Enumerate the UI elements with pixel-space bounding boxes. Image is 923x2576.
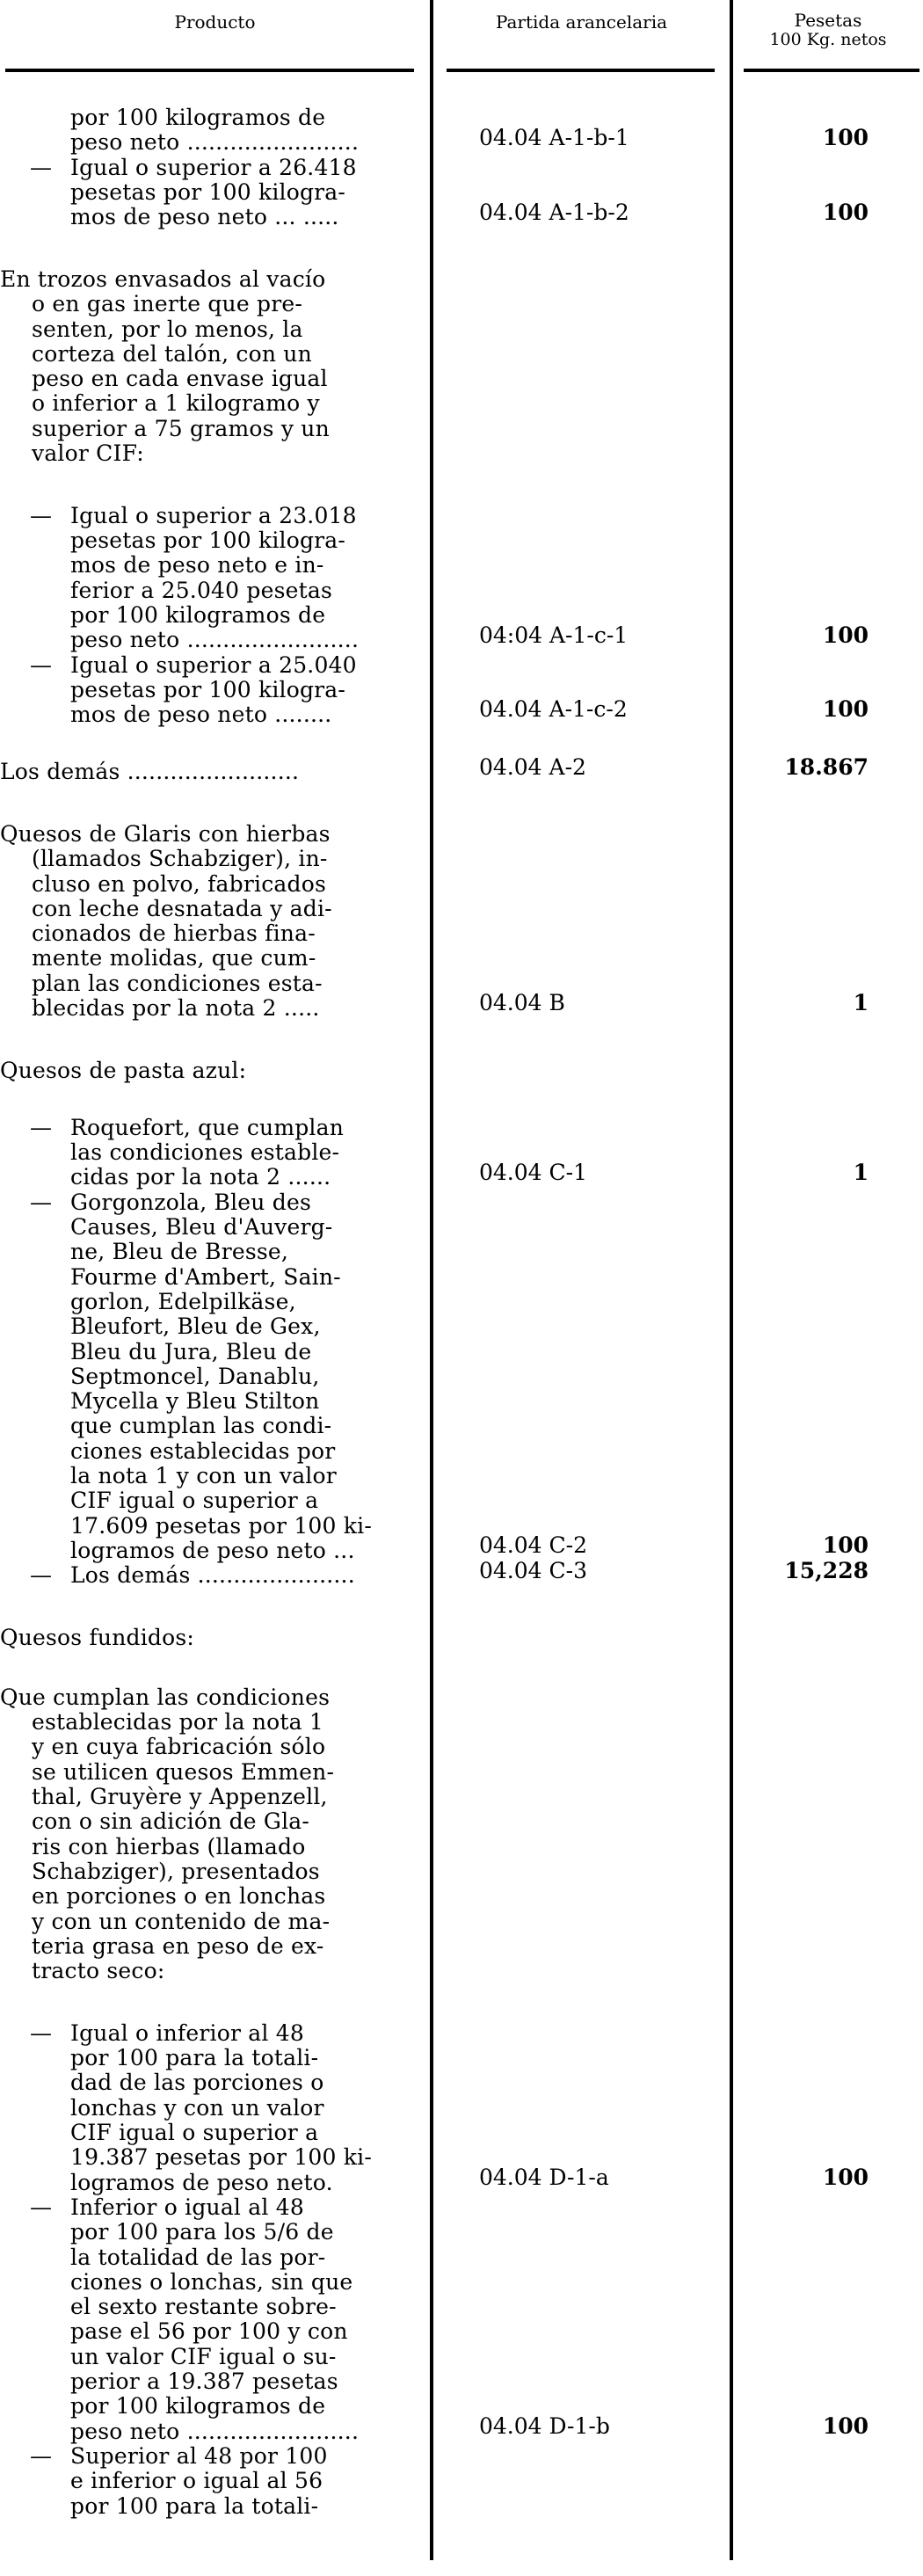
tariff-code: 04.04 D-1-b [479,2412,610,2439]
description-line: con o sin adición de Gla- [32,1809,310,1835]
description-line: Gorgonzola, Bleu des [70,1190,311,1215]
dash-bullet: — [30,154,53,180]
rate-value: 100 [822,622,868,648]
description-line: lonchas y con un valor [70,2095,324,2121]
description-line: 17.609 pesetas por 100 ki- [70,1513,372,1539]
description-line: Igual o superior a 25.040 [70,652,357,678]
product-description [0,267,415,466]
description-line: mos de peso neto e in- [70,553,324,579]
description-line: ferior a 25.040 pesetas [70,578,333,603]
description-line: Quesos fundidos: [0,1625,195,1650]
description-line: mente molidas, que cum- [32,946,316,971]
description-line: Inferior o igual al 48 [70,2194,304,2220]
tariff-code: 04.04 A-1-c-2 [479,696,628,723]
description-line: thal, Gruyère y Appenzell, [32,1785,328,1810]
description-line: Fourme d'Ambert, Sain- [70,1264,341,1290]
product-description [0,1116,415,1190]
header-rate-line1: Pesetas [794,10,862,31]
description-line: Causes, Bleu d'Auverg- [70,1215,333,1241]
dash-bullet: — [30,2019,53,2046]
description-line: por 100 para la totali- [70,2046,319,2071]
dash-bullet: — [30,1114,53,1140]
dash-bullet: — [30,2194,53,2220]
description-line: plan las condiciones esta- [32,971,323,996]
product-description [0,822,415,1021]
rate-value: 100 [822,2412,868,2439]
description-line: Los demás ...................... [70,1563,355,1589]
header-rate-line2: 100 Kg. netos [769,30,887,49]
tariff-code: 04.04 C-1 [479,1159,587,1185]
tariff-code: 04.04 A-1-b-2 [479,199,629,225]
description-line: ciones establecidas por [70,1438,336,1464]
description-line: cionados de hierbas fina- [32,921,316,947]
description-line: y con un contenido de ma- [32,1909,331,1934]
description-line: Bleufort, Bleu de Gex, [70,1314,321,1340]
description-line: CIF igual o superior a [70,2121,319,2146]
description-line: por 100 kilogramos de [70,106,326,130]
description-line: se utilicen quesos Emmen- [32,1759,335,1785]
product-description [0,1190,415,1563]
product-description [0,760,415,784]
description-line: pesetas por 100 kilogra- [70,528,346,554]
description-line: Quesos de pasta azul: [0,1058,247,1083]
description-line: por 100 kilogramos de [70,602,326,628]
dash-bullet: — [30,651,53,678]
dash-bullet: — [30,2442,53,2469]
description-line: ciones o lonchas, sin que [70,2269,353,2295]
description-line: peso neto ........................ [70,130,360,156]
tariff-code: 04.04 A-2 [479,753,586,780]
description-line: o inferior a 1 kilogramo y [32,391,320,417]
description-line: logramos de peso neto ... [70,1538,355,1563]
description-line: pesetas por 100 kilogra- [70,179,346,205]
product-description [0,106,415,156]
description-line: Roquefort, que cumplan [70,1115,345,1140]
tariff-code: 04.04 C-3 [479,1557,587,1583]
description-line: cluso en polvo, fabricados [32,871,326,897]
description-line: con leche desnatada y adi- [32,896,332,921]
description-line: e inferior o igual al 56 [70,2469,323,2494]
tariff-code: 04.04 C-2 [479,1532,587,1559]
description-line: Septmoncel, Danablu, [70,1364,320,1389]
description-line: En trozos envasados al vacío [0,266,326,292]
column-divider-2 [730,0,733,2560]
description-line: Igual o inferior al 48 [70,2020,304,2046]
description-line: Bleu du Jura, Bleu de [70,1339,312,1364]
description-line: mos de peso neto ... ..... [70,205,339,230]
tariff-code: 04.04 D-1-a [479,2164,609,2190]
description-line: peso neto ........................ [70,2419,360,2444]
rate-value: 15,228 [784,1557,868,1583]
description-line: cidas por la nota 2 ...... [70,1165,331,1190]
description-line: por 100 para la totali- [70,2493,319,2519]
rate-value: 1 [853,990,868,1016]
dash-bullet: — [30,1189,53,1215]
description-line: 19.387 pesetas por 100 ki- [70,2145,372,2171]
description-line: (llamados Schabziger), in- [32,847,328,872]
description-line: peso neto ........................ [70,628,360,653]
product-description [0,1685,415,1984]
description-line: por 100 para los 5/6 de [70,2220,334,2245]
description-line: que cumplan las condi- [70,1414,332,1439]
description-line: la nota 1 y con un valor [70,1464,337,1489]
header-tariff-code: Partida arancelaria [495,11,668,33]
description-line: establecidas por la nota 1 [32,1710,324,1736]
header-product: Producto [174,11,256,33]
description-line: o en gas inerte que pre- [32,292,302,317]
tariff-code: 04:04 A-1-c-1 [479,622,629,648]
description-line: Igual o superior a 23.018 [70,503,357,528]
description-line: teria grasa en peso de ex- [32,1933,324,1959]
dash-bullet: — [30,1562,53,1589]
rate-value: 100 [822,2164,868,2190]
rate-value: 100 [822,1532,868,1559]
product-description [0,2021,415,2195]
header-rule-tariff [447,69,715,72]
dash-bullet: — [30,502,53,528]
description-line: Mycella y Bleu Stilton [70,1389,320,1415]
rate-value: 1 [853,1159,868,1185]
description-line: peso en cada envase igual [32,367,328,392]
rate-value: 100 [822,199,868,225]
product-description [0,2444,415,2519]
column-divider-1 [430,0,433,2560]
description-line: un valor CIF igual o su- [70,2344,337,2369]
description-line: CIF igual o superior a [70,1488,319,1514]
header-rule-product [5,69,414,72]
product-description [0,1059,415,1083]
description-line: gorlon, Edelpilkäse, [70,1289,296,1314]
description-line: senten, por lo menos, la [32,317,303,342]
description-line: por 100 kilogramos de [70,2394,326,2420]
description-line: Los demás ........................ [0,760,300,785]
tariff-code: 04.04 B [479,990,565,1016]
header-rule-rate [744,69,919,72]
description-line: corteza del talón, con un [32,341,312,367]
description-line: logramos de peso neto. [70,2170,333,2195]
description-line: superior a 75 gramos y un [32,416,330,441]
product-description [0,156,415,230]
description-line: valor CIF: [32,441,144,466]
description-line: Superior al 48 por 100 [70,2443,328,2469]
description-line: en porciones o en lonchas [32,1884,326,1910]
description-line: Schabziger), presentados [32,1859,320,1884]
description-line: dad de las porciones o [70,2070,324,2096]
rate-value: 18.867 [784,753,868,780]
description-line: el sexto restante sobre- [70,2295,337,2320]
description-line: la totalidad de las por- [70,2245,326,2270]
description-line: Quesos de Glaris con hierbas [0,821,331,847]
product-description [0,1626,415,1650]
description-line: mos de peso neto ........ [70,702,332,728]
description-line: Que cumplan las condiciones [0,1685,331,1710]
description-line: Igual o superior a 26.418 [70,155,357,180]
rate-value: 100 [822,696,868,723]
product-description [0,504,415,653]
description-line: ne, Bleu de Bresse, [70,1240,289,1265]
tariff-code: 04.04 A-1-b-1 [479,124,629,150]
description-line: pesetas por 100 kilogra- [70,677,346,702]
description-line: blecidas por la nota 2 ..... [32,996,320,1022]
description-line: tracto seco: [32,1959,165,1984]
description-line: y en cuya fabricación sólo [32,1735,326,1760]
rate-value: 100 [822,124,868,150]
description-line: pase el 56 por 100 y con [70,2319,348,2345]
description-line: ris con hierbas (llamado [32,1834,306,1859]
product-description [0,1563,415,1588]
product-description [0,2195,415,2444]
description-line: las condiciones estable- [70,1140,340,1166]
product-description [0,653,415,728]
description-line: perior a 19.387 pesetas [70,2369,338,2395]
